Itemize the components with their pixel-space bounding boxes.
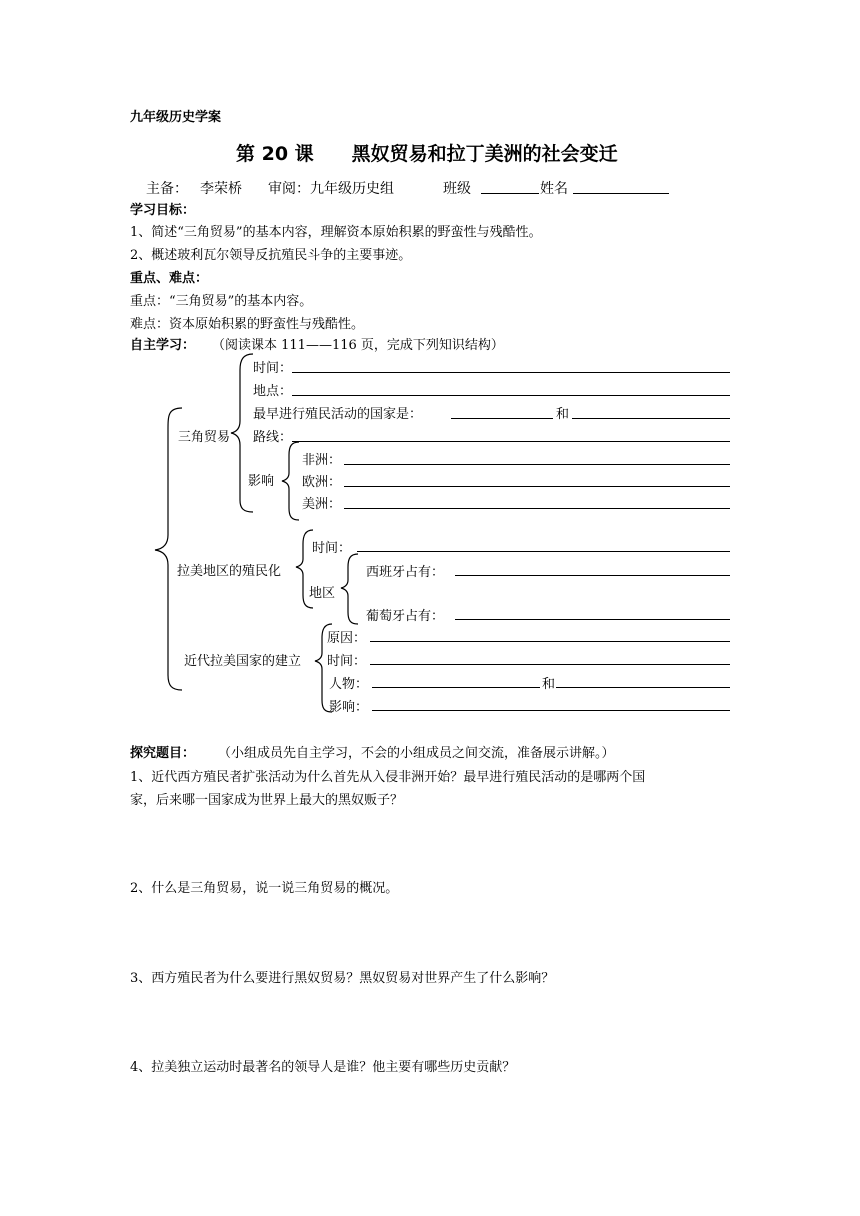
- tt-place-blank[interactable]: [292, 395, 730, 396]
- tt-time-label: 时间：: [253, 361, 293, 376]
- region-brace: [341, 554, 358, 624]
- objective-1: 1、简述“三角贸易”的基本内容，理解资本原始积累的野蛮性与残酷性。: [130, 225, 542, 240]
- triangle-trade-label: 三角贸易: [178, 430, 231, 445]
- tt-route-label: 路线：: [253, 430, 293, 445]
- class-label: 班级: [443, 181, 471, 197]
- fd-time-blank[interactable]: [370, 664, 730, 665]
- question-3: 3、西方殖民者为什么要进行黑奴贸易？黑奴贸易对世界产生了什么影响？: [130, 971, 555, 986]
- col-spain-blank[interactable]: [455, 575, 730, 576]
- objectives-heading: 学习目标：: [130, 203, 196, 218]
- question-1-line-1: 1、近代西方殖民者扩张活动为什么首先从入侵非洲开始？最早进行殖民活动的是哪两个国: [130, 770, 646, 785]
- key-point: 重点：“三角贸易”的基本内容。: [130, 294, 313, 309]
- tt-earliest-blank-1[interactable]: [451, 418, 553, 419]
- tt-africa-blank[interactable]: [344, 464, 730, 465]
- author-label: 主备：: [146, 181, 188, 197]
- fd-person-blank-2[interactable]: [556, 687, 730, 688]
- page-title: 第 20 课 黑奴贸易和拉丁美洲的社会变迁: [236, 143, 618, 165]
- key-points-heading: 重点、难点：: [130, 271, 209, 286]
- author-name: 李荣桥: [200, 181, 242, 197]
- fd-cause-label: 原因：: [327, 631, 367, 646]
- fd-impact-blank[interactable]: [372, 710, 730, 711]
- self-study-heading: 自主学习：: [130, 338, 196, 353]
- question-2: 2、什么是三角贸易，说一说三角贸易的概况。: [130, 881, 399, 896]
- question-4: 4、拉美独立运动时最著名的领导人是谁？他主要有哪些历史贡献？: [130, 1060, 516, 1075]
- col-time-label: 时间：: [312, 541, 352, 556]
- impact-brace: [282, 442, 299, 520]
- tt-america-blank[interactable]: [344, 508, 730, 509]
- objective-2: 2、概述玻利瓦尔领导反抗殖民斗争的主要事迹。: [130, 248, 412, 263]
- fd-impact-label: 影响：: [329, 700, 369, 715]
- tt-route-blank[interactable]: [292, 441, 730, 442]
- founding-label: 近代拉美国家的建立: [184, 654, 302, 669]
- fd-person-and: 和: [542, 677, 556, 692]
- name-label: 姓名: [540, 181, 568, 197]
- main-brace: [155, 408, 182, 690]
- tt-earliest-blank-2[interactable]: [572, 418, 730, 419]
- tt-earliest-and: 和: [556, 407, 570, 422]
- tt-impact-label: 影响: [248, 474, 275, 489]
- series-label: 九年级历史学案: [130, 110, 222, 125]
- tt-place-label: 地点：: [253, 384, 293, 399]
- question-1-line-2: 家，后来哪一国家成为世界上最大的黑奴贩子？: [130, 793, 404, 808]
- fd-cause-blank[interactable]: [370, 641, 730, 642]
- tt-europe-blank[interactable]: [344, 486, 730, 487]
- col-region-label: 地区: [309, 586, 336, 601]
- tt-america-label: 美洲：: [302, 497, 342, 512]
- tt-time-blank[interactable]: [292, 372, 730, 373]
- fd-person-blank-1[interactable]: [372, 687, 540, 688]
- reviewer-label: 审阅：九年级历史组: [268, 181, 394, 197]
- tt-africa-label: 非洲：: [302, 453, 342, 468]
- tt-earliest-label: 最早进行殖民活动的国家是：: [253, 407, 423, 422]
- self-study-note: （阅读课本 111——116 页，完成下列知识结构）: [212, 338, 504, 353]
- inquiry-note: （小组成员先自主学习，不会的小组成员之间交流，准备展示讲解。）: [218, 746, 615, 761]
- fd-time-label: 时间：: [327, 654, 367, 669]
- difficult-point: 难点：资本原始积累的野蛮性与残酷性。: [130, 317, 365, 332]
- col-spain-label: 西班牙占有：: [366, 565, 445, 580]
- fd-person-label: 人物：: [329, 677, 369, 692]
- col-time-blank[interactable]: [357, 551, 730, 552]
- inquiry-heading: 探究题目：: [130, 746, 196, 761]
- colonization-label: 拉美地区的殖民化: [177, 564, 282, 579]
- col-portugal-blank[interactable]: [455, 619, 730, 620]
- tt-europe-label: 欧洲：: [302, 475, 342, 490]
- col-portugal-label: 葡萄牙占有：: [366, 609, 445, 624]
